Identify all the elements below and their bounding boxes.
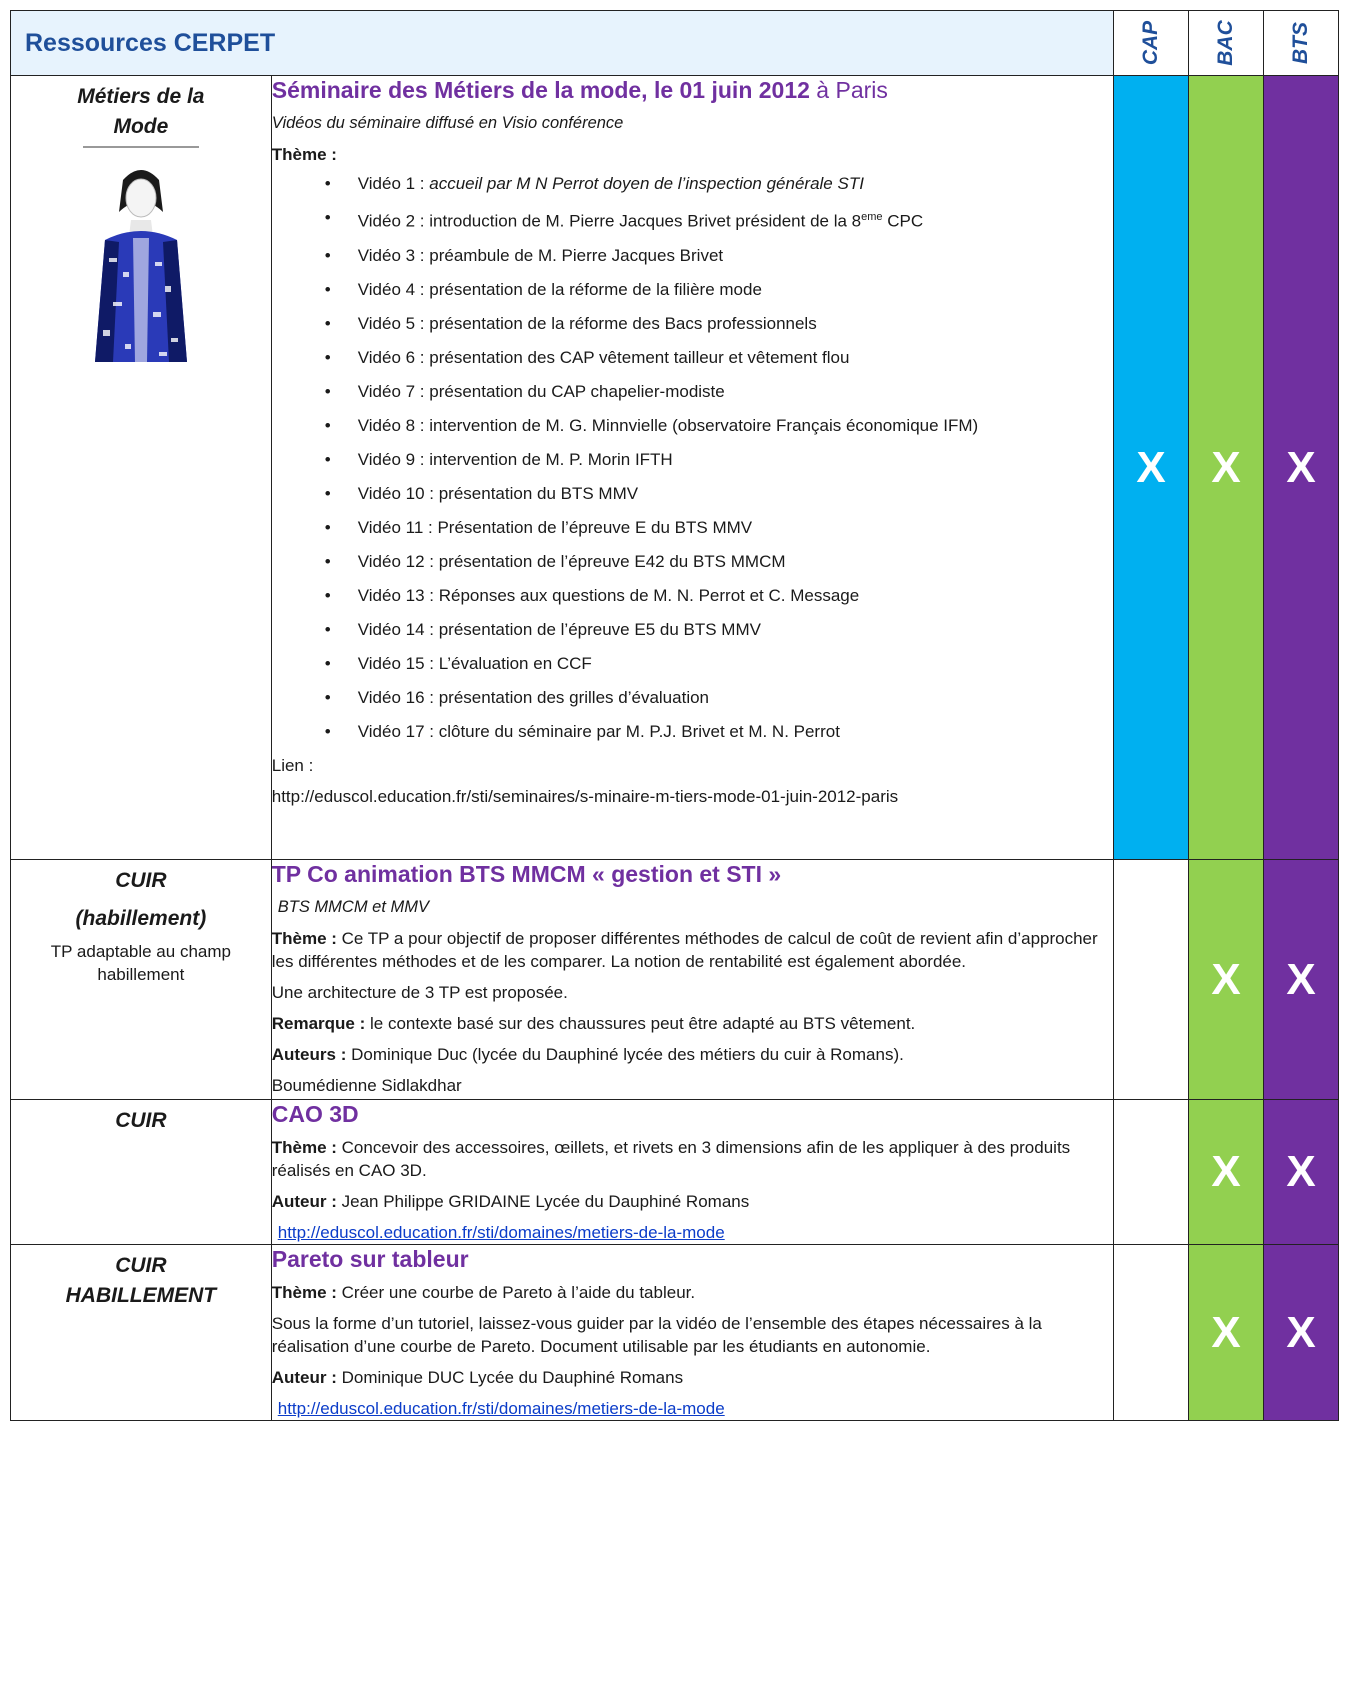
video-title: accueil par M N Perrot doyen de l’inspection générale STI xyxy=(429,174,864,193)
level-header-bac xyxy=(1189,11,1264,76)
photo-divider xyxy=(83,146,199,148)
video-number: Vidéo 16 : xyxy=(357,687,439,707)
level-label-bts: BTS xyxy=(1289,22,1312,64)
video-number: Vidéo 13 : xyxy=(357,585,439,605)
theme-text: Créer une courbe de Pareto à l’aide du tableur. xyxy=(336,1283,696,1302)
list-item xyxy=(272,720,1113,743)
remark-label: Remarque : xyxy=(271,1014,366,1033)
authors-paragraph xyxy=(272,1043,1113,1066)
video-title: présentation de l’épreuve E5 du BTS MMV xyxy=(438,619,761,639)
resource-content xyxy=(271,860,1113,1100)
video-title: Réponses aux questions de M. N. Perrot et C. Message xyxy=(438,585,860,605)
level-cell-bac xyxy=(1189,76,1264,860)
level-mark: X xyxy=(1211,954,1241,1004)
video-title: L’évaluation en CCF xyxy=(438,653,592,673)
list-item xyxy=(272,516,1113,539)
table-title: Ressources CERPET xyxy=(25,29,276,57)
video-title: présentation de la réforme de la filière mode xyxy=(429,279,762,299)
level-cell-bts xyxy=(1264,1245,1339,1421)
level-mark: X xyxy=(1211,442,1241,492)
list-item xyxy=(272,584,1113,607)
video-number: Vidéo 11 : xyxy=(357,517,438,537)
table-title-cell xyxy=(11,11,1114,76)
author-paragraph xyxy=(272,1366,1113,1389)
theme-paragraph xyxy=(272,927,1113,973)
video-title: présentation de la réforme des Bacs professionnels xyxy=(429,313,817,333)
list-item xyxy=(272,414,1113,437)
video-number: Vidéo 1 : xyxy=(357,174,430,193)
author-paragraph xyxy=(272,1190,1113,1213)
list-item xyxy=(272,482,1113,505)
fashion-model-photo xyxy=(83,162,199,362)
video-title: intervention de M. G. Minnvielle (observatoire Français économique IFM) xyxy=(429,415,979,435)
resource-row-tp-co-animation xyxy=(11,860,1339,1100)
level-cell-bts xyxy=(1264,1100,1339,1245)
level-cell-bts xyxy=(1264,860,1339,1100)
level-label-cap: CAP xyxy=(1139,20,1163,66)
video-number: Vidéo 9 : xyxy=(357,449,430,469)
video-number: Vidéo 15 : xyxy=(357,653,439,673)
list-item xyxy=(272,550,1113,573)
video-number: Vidéo 8 : xyxy=(357,415,430,435)
author-text: Jean Philippe GRIDAINE Lycée du Dauphiné Romans xyxy=(336,1192,750,1211)
list-item xyxy=(272,652,1113,675)
list-item xyxy=(272,206,1113,233)
video-title-suffix: CPC xyxy=(882,211,924,231)
resource-subtitle: Vidéos du séminaire diffusé en Visio conférence xyxy=(271,114,624,132)
video-number: Vidéo 12 : xyxy=(357,551,439,571)
level-cell-cap xyxy=(1114,1245,1189,1421)
remark-text: le contexte basé sur des chaussures peut être adapté au BTS vêtement. xyxy=(365,1014,916,1033)
category-cell xyxy=(11,76,272,860)
resource-title: TP Co animation BTS MMCM « gestion et STI » xyxy=(271,861,782,887)
theme-label: Thème : xyxy=(271,929,337,948)
fashion-model-illustration xyxy=(83,162,199,362)
resource-content xyxy=(271,1100,1113,1245)
level-cell-bac xyxy=(1189,860,1264,1100)
level-header-bts xyxy=(1264,11,1339,76)
resources-table xyxy=(10,10,1339,1421)
theme-text: Ce TP a pour objectif de proposer différentes méthodes de calcul de coût de revient afin d’approcher les différentes méthodes et de les comparer. La notion de rentabilité est également abordée. xyxy=(271,929,1098,971)
theme-label: Thème : xyxy=(271,1283,337,1302)
list-item xyxy=(272,312,1113,335)
video-number: Vidéo 10 : xyxy=(357,483,439,503)
resource-link[interactable]: http://eduscol.education.fr/sti/domaines/metiers-de-la-mode xyxy=(277,1399,725,1418)
resource-content xyxy=(271,76,1113,860)
resource-row-pareto xyxy=(11,1245,1339,1421)
video-list xyxy=(272,172,1113,743)
category-line: Métiers de la xyxy=(77,85,205,108)
video-title: intervention de M. P. Morin IFTH xyxy=(429,449,673,469)
video-title: introduction de M. Pierre Jacques Brivet président de la 8 xyxy=(429,211,862,231)
resource-title xyxy=(272,76,1113,104)
video-title: présentation du CAP chapelier-modiste xyxy=(429,381,725,401)
list-item xyxy=(272,172,1113,195)
video-title: préambule de M. Pierre Jacques Brivet xyxy=(429,245,724,265)
video-number: Vidéo 3 : xyxy=(357,245,430,265)
category-name: CUIR xyxy=(115,869,167,892)
video-number: Vidéo 6 : xyxy=(357,347,430,367)
architecture-text: Une architecture de 3 TP est proposée. xyxy=(271,983,568,1002)
level-cell-cap xyxy=(1114,860,1189,1100)
video-number: Vidéo 14 : xyxy=(357,619,439,639)
level-mark: X xyxy=(1286,1307,1316,1357)
resource-link[interactable]: http://eduscol.education.fr/sti/domaines/metiers-de-la-mode xyxy=(277,1223,725,1242)
video-number: Vidéo 17 : xyxy=(357,721,439,741)
list-item xyxy=(272,448,1113,471)
level-cell-bts xyxy=(1264,76,1339,860)
description-text: Sous la forme d’un tutoriel, laissez-vous guider par la vidéo de l’ensemble des étapes nécessaires à la réalisation d’une courbe de Pareto. Document utilisable par les étudiants en autonomie. xyxy=(271,1314,1042,1356)
link-label: Lien : xyxy=(271,755,314,775)
resource-link[interactable]: http://eduscol.education.fr/sti/seminaires/s-minaire-m-tiers-mode-01-juin-2012-paris xyxy=(271,786,899,806)
list-item xyxy=(272,380,1113,403)
resource-link-line xyxy=(272,1221,1113,1244)
level-mark: X xyxy=(1211,1147,1241,1196)
level-mark: X xyxy=(1286,954,1316,1004)
video-title: présentation des grilles d’évaluation xyxy=(438,687,710,707)
level-cell-cap xyxy=(1114,76,1189,860)
authors-label: Auteurs : xyxy=(271,1045,347,1064)
level-cell-bac xyxy=(1189,1245,1264,1421)
authors-line-2: Boumédienne Sidlakdhar xyxy=(271,1076,462,1095)
video-title: Présentation de l’épreuve E du BTS MMV xyxy=(437,517,753,537)
author-text: Dominique DUC Lycée du Dauphiné Romans xyxy=(336,1368,684,1387)
video-title: présentation de l’épreuve E42 du BTS MMCM xyxy=(438,551,786,571)
category-line: Mode xyxy=(113,115,169,138)
video-number: Vidéo 5 : xyxy=(357,313,430,333)
list-item xyxy=(272,244,1113,267)
video-title: présentation des CAP vêtement tailleur et vêtement flou xyxy=(429,347,850,367)
level-cell-cap xyxy=(1114,1100,1189,1245)
video-number: Vidéo 2 : xyxy=(357,211,430,231)
level-mark: X xyxy=(1211,1307,1241,1357)
category-name: CUIR xyxy=(115,1109,167,1132)
resource-content xyxy=(271,1245,1113,1421)
list-item xyxy=(272,278,1113,301)
resource-row-cao-3d xyxy=(11,1100,1339,1245)
resource-link-line xyxy=(272,1397,1113,1420)
level-mark: X xyxy=(1286,442,1316,492)
category-subname: HABILLEMENT xyxy=(65,1284,217,1307)
resource-title: CAO 3D xyxy=(271,1101,359,1127)
video-number: Vidéo 4 : xyxy=(357,279,430,299)
level-cell-bac xyxy=(1189,1100,1264,1245)
list-item xyxy=(272,686,1113,709)
category-name xyxy=(11,76,271,142)
resource-title-location: à Paris xyxy=(809,77,888,103)
resource-subtitle: BTS MMCM et MMV xyxy=(277,898,429,916)
theme-text: Concevoir des accessoires, œillets, et rivets en 3 dimensions afin de les appliquer à des produits réalisés en CAO 3D. xyxy=(271,1138,1071,1180)
header-row xyxy=(11,11,1339,76)
video-title: clôture du séminaire par M. P.J. Brivet et M. N. Perrot xyxy=(438,721,840,741)
category-name: CUIR xyxy=(115,1254,167,1277)
resource-row-seminaire xyxy=(11,76,1339,860)
resource-title-bold: Séminaire des Métiers de la mode, le 01 juin 2012 xyxy=(271,77,810,103)
category-subname: (habillement) xyxy=(75,907,207,930)
level-mark: X xyxy=(1286,1147,1316,1196)
category-note: TP adaptable au champ habillement xyxy=(50,942,231,984)
video-superscript: eme xyxy=(861,211,883,223)
video-number: Vidéo 7 : xyxy=(357,381,430,401)
remark-paragraph xyxy=(272,1012,1113,1035)
level-mark: X xyxy=(1136,442,1166,492)
theme-label: Thème : xyxy=(271,1138,337,1157)
theme-paragraph xyxy=(272,1281,1113,1304)
theme-paragraph xyxy=(272,1136,1113,1182)
category-cell xyxy=(11,860,272,1100)
category-cell xyxy=(11,1245,272,1421)
list-item xyxy=(272,618,1113,641)
author-label: Auteur : xyxy=(271,1192,337,1211)
resource-title: Pareto sur tableur xyxy=(271,1246,469,1272)
list-item xyxy=(272,346,1113,369)
level-header-cap xyxy=(1114,11,1189,76)
category-cell xyxy=(11,1100,272,1245)
author-label: Auteur : xyxy=(271,1368,337,1387)
authors-text: Dominique Duc (lycée du Dauphiné lycée des métiers du cuir à Romans). xyxy=(346,1045,904,1064)
level-label-bac: BAC xyxy=(1214,20,1238,66)
video-title: présentation du BTS MMV xyxy=(438,483,639,503)
theme-label: Thème : xyxy=(271,145,337,164)
